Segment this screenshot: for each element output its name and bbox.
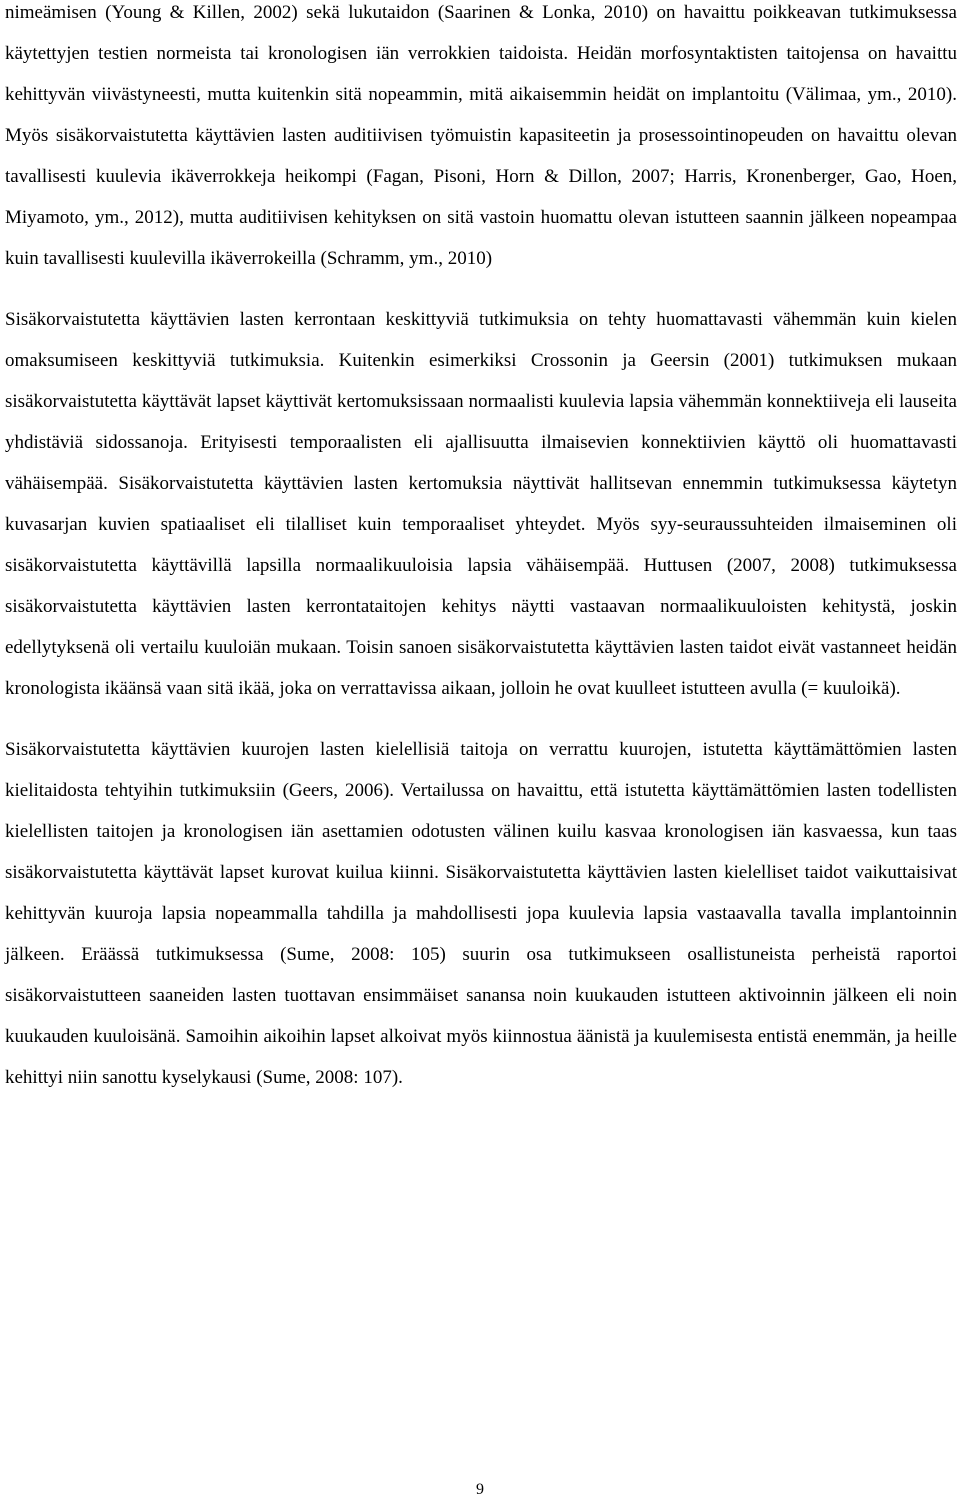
paragraph: Sisäkorvaistutetta käyttävien lasten kerrontaan keskittyviä tutkimuksia on tehty huomattavasti vähemmän kuin kielen omaksumiseen keskittyviä tutkimuksia. Kuitenkin esimerkiksi Crossonin ja Geersin (2001) tutkimuksen mukaan sisäkorvaistutetta käyttävät lapset käyttivät kertomuksissaan normaalisti kuulevia lapsia vähemmän konnektiiveja eli lauseita yhdistäviä sidossanoja. Erityisesti temporaalisten eli ajallisuutta ilmaisevien konnektiivien käyttö oli huomattavasti vähäisempää. Sisäkorvaistutetta käyttävien lasten kertomuksia näyttivät hallitsevan ennemmin tutkimuksessa käytetyn kuvasarjan kuvien spatiaaliset eli tilalliset kuin temporaaliset yhteydet. Myös syy-seuraussuhteiden ilmaiseminen oli sisäkorvaistutetta käyttävillä lapsilla normaalikuuloisia lapsia vähäisempää. Huttusen (2007, 2008) tutkimuksessa sisäkorvaistutetta käyttävien lasten kerrontataitojen kehitys näytti vastaavan normaalikuuloisten kehitystä, joskin edellytyksenä oli vertailu kuuloiän mukaan. Toisin sanoen sisäkorvaistutetta käyttävien lasten taidot eivät vastanneet heidän kronologista ikäänsä vaan sitä ikää, joka on verrattavissa aikaan, jolloin he ovat kuulleet istutteen avulla (= kuuloikä).: [5, 309, 957, 699]
document-body: [5, 0, 957, 1098]
paragraph: nimeämisen (Young & Killen, 2002) sekä lukutaidon (Saarinen & Lonka, 2010) on havaittu poikkeavan tutkimuksessa käytettyjen testien normeista tai kronologisen iän verrokkien taidoista. Heidän morfosyntaktisten taitojensa on havaittu kehittyvän viivästyneesti, mutta kuitenkin sitä nopeammin, mitä aikaisemmin heidät on implantoitu (Välimaa, ym., 2010). Myös sisäkorvaistutetta käyttävien lasten auditiivisen työmuistin kapasiteetin ja prosessointinopeuden on havaittu olevan tavallisesti kuulevia ikäverrokkeja heikompi (Fagan, Pisoni, Horn & Dillon, 2007; Harris, Kronenberger, Gao, Hoen, Miyamoto, ym., 2012), mutta auditiivisen kehityksen on sitä vastoin huomattu olevan istutteen saannin jälkeen nopeampaa kuin tavallisesti kuulevilla ikäverrokeilla (Schramm, ym., 2010): [5, 2, 957, 269]
page-number: 9: [476, 1481, 484, 1498]
paragraph: Sisäkorvaistutetta käyttävien kuurojen lasten kielellisiä taitoja on verrattu kuurojen, istutetta käyttämättömien lasten kielitaidosta tehtyihin tutkimuksiin (Geers, 2006). Vertailussa on havaittu, että istutetta käyttämättömien lasten todellisten kielellisten taitojen ja kronologisen iän asettamien odotusten välinen kuilu kasvaa kronologisen iän kasvaessa, kun taas sisäkorvaistutetta käyttävät lapset kurovat kuilua kiinni. Sisäkorvaistutetta käyttävien lasten kielelliset taidot vaikuttaisivat kehittyvän kuuroja lapsia nopeammalla tahdilla ja mahdollisesti jopa kuulevia lapsia vastaavalla tavalla implantoinnin jälkeen. Eräässä tutkimuksessa (Sume, 2008: 105) suurin osa tutkimukseen osallistuneista perheistä raportoi sisäkorvaistutteen saaneiden lasten tuottavan ensimmäiset sanansa noin kuukauden istutteen aktivoinnin jälkeen eli noin kuukauden kuuloisänä. Samoihin aikoihin lapset alkoivat myös kiinnostua äänistä ja kuulemisesta entistä enemmän, ja heille kehittyi niin sanottu kyselykausi (Sume, 2008: 107).: [5, 739, 957, 1088]
